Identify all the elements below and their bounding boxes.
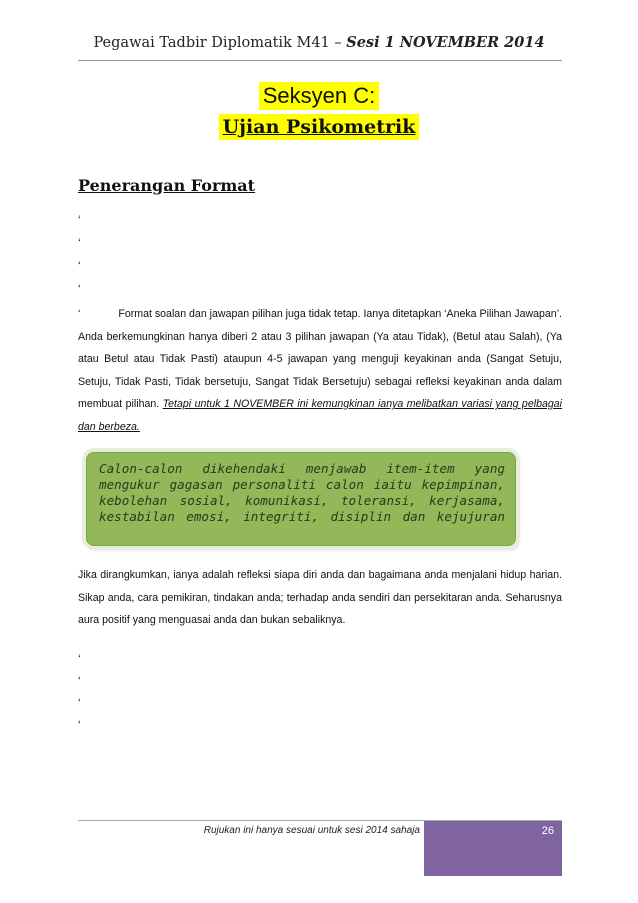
page-header — [0, 34, 638, 51]
section-title: Seksyen C: — [259, 82, 380, 110]
format-paragraph-emphasis: Tetapi untuk 1 NOVEMBER ini kemungkinan ianya melibatkan variasi yang pelbagai dan berbeza. — [78, 398, 562, 433]
section-subtitle: Ujian Psikometrik — [219, 114, 420, 140]
page-number-box — [424, 821, 562, 876]
bullet-mark: ‘ — [78, 652, 81, 666]
bullet-mark: ‘ — [78, 674, 81, 688]
footer-note: Rujukan ini hanya sesuai untuk sesi 2014 sahaja — [203, 825, 420, 836]
format-paragraph — [78, 303, 562, 438]
bullet-mark: ‘ — [78, 718, 81, 732]
section-subtitle-container — [0, 114, 638, 140]
page-number: 26 — [541, 825, 554, 837]
callout-text: Calon-calon dikehendaki menjawab item-item yang mengukur gagasan personaliti calon iaitu kepimpinan, kebolehan sosial, komunikasi, toleransi, kerjasama, kestabilan emosi, integriti, disiplin dan kejujuran — [99, 461, 505, 524]
header-title: Pegawai Tadbir Diplomatik M41 – — [93, 35, 347, 51]
format-heading: Penerangan Format — [78, 176, 256, 195]
bullet-mark: ‘ — [78, 236, 81, 250]
bullet-mark: ‘ — [78, 213, 81, 227]
callout-box — [86, 452, 516, 546]
bullet-mark: ‘ — [78, 696, 81, 710]
header-session: Sesi 1 NOVEMBER 2014 — [346, 34, 545, 51]
bullet-mark: ‘ — [78, 282, 81, 296]
format-paragraph-text: Format soalan dan jawapan pilihan juga tidak tetap. Ianya ditetapkan ‘Aneka Pilihan Jawapan’. Anda berkemungkinan hanya diberi 2 atau 3 pilihan jawapan (Ya atau Tidak), (Betul atau Salah), (Ya atau Betul atau Tidak Pasti) ataupun 4-5 jawapan yang menguji keyakinan anda (Sangat Setuju, Setuju, Tidak Pasti, Tidak bersetuju, Sangat Tidak Bersetuju) sebagai refleksi keyakinan anda dalam membuat pilihan. — [78, 308, 562, 410]
section-title-container — [0, 82, 638, 110]
header-divider — [78, 60, 562, 61]
summary-paragraph: Jika dirangkumkan, ianya adalah refleksi siapa diri anda dan bagaimana anda menjalani hidup harian. Sikap anda, cara pemikiran, tindakan anda; terhadap anda sendiri dan persekitaran anda. Seharusnya aura positif yang menguasai anda dan bukan sebaliknya. — [78, 569, 562, 626]
bullet-mark: ‘ — [78, 259, 81, 273]
bullet-mark: ‘ — [78, 308, 81, 320]
